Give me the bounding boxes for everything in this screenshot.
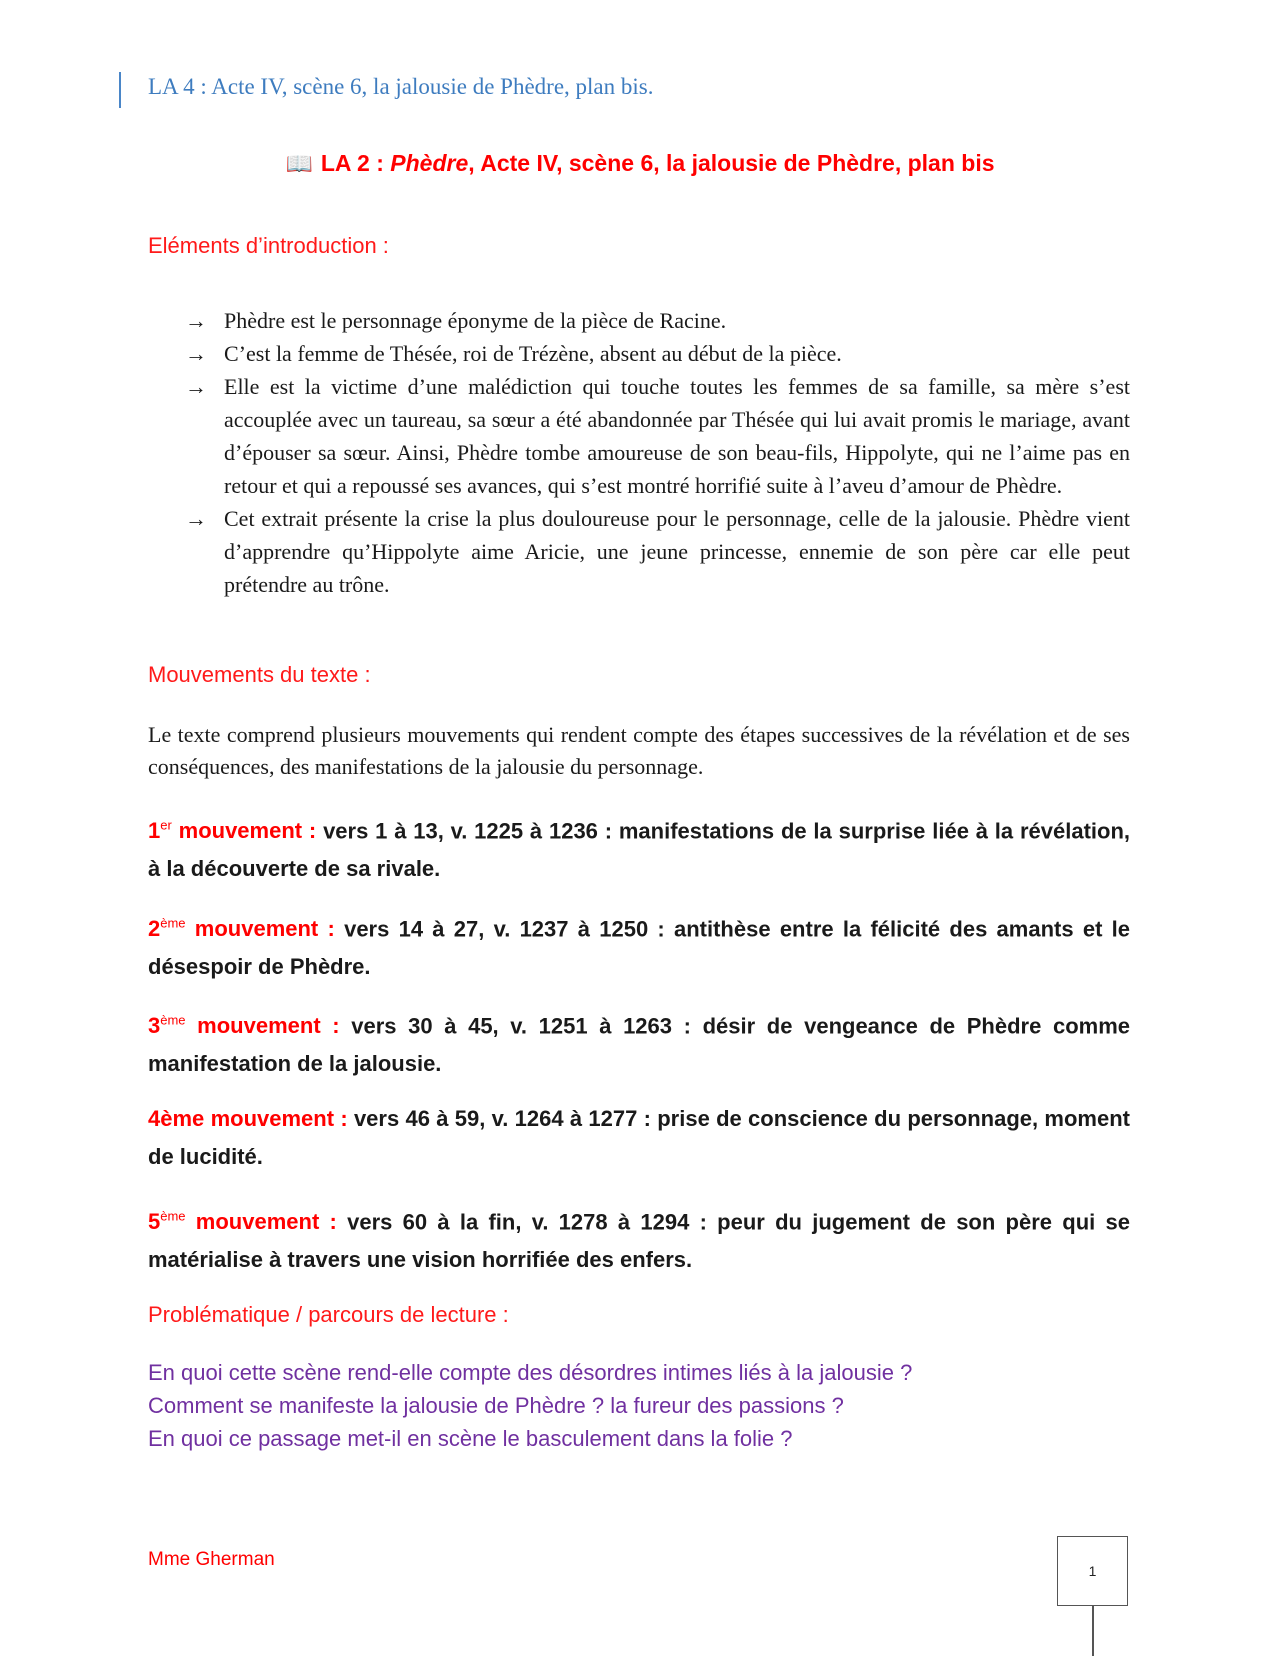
intro-heading: Eléments d’introduction :	[148, 233, 389, 258]
list-item: → C’est la femme de Thésée, roi de Trézène, absent au début de la pièce.	[185, 337, 1130, 370]
question: En quoi ce passage met-il en scène le basculement dans la folie ?	[148, 1426, 793, 1451]
arrow-icon: →	[185, 374, 207, 399]
problematique-questions	[148, 1356, 912, 1455]
arrow-icon: →	[185, 308, 207, 333]
movement-4: 4ème mouvement : vers 46 à 59, v. 1264 à 1277 : prise de conscience du personnage, moment de lucidité.	[148, 1106, 1130, 1169]
movements-heading: Mouvements du texte :	[148, 662, 371, 687]
question: En quoi cette scène rend-elle compte des désordres intimes liés à la jalousie ?	[148, 1360, 913, 1385]
title-prefix: LA 2 :	[320, 150, 391, 176]
arrow-icon: →	[185, 506, 207, 531]
list-item: → Elle est la victime d’une malédiction qui touche toutes les femmes de sa famille, sa mère s’est accouplée avec un taureau, sa sœur a été abandonnée par Thésée qui lui avait promis le mariage, avant d’épouser sa sœur. Ainsi, Phèdre tombe amoureuse de son beau-fils, Hippolyte, qui ne l’aime pas en retour et qui a repoussé ses avances, qui s’est montré horrifié suite à l’aveu d’amour de Phèdre.	[185, 370, 1130, 502]
movement-2: 2ème mouvement : vers 14 à 27, v. 1237 à 1250 : antithèse entre la félicité des amants et le désespoir de Phèdre.	[148, 916, 1130, 980]
problematique-heading: Problématique / parcours de lecture :	[148, 1302, 509, 1327]
movements-intro: Le texte comprend plusieurs mouvements qui rendent compte des étapes successives de la révélation et de ses conséquences, des manifestations de la jalousie du personnage.	[148, 722, 1130, 779]
page-title	[0, 150, 1280, 177]
footer-author: Mme Gherman	[148, 1549, 275, 1570]
list-item: → Cet extrait présente la crise la plus douloureuse pour le personnage, celle de la jalousie. Phèdre vient d’apprendre qu’Hippolyte aime Aricie, une jeune princesse, ennemie de son père car elle peut prétendre au trône.	[185, 502, 1130, 601]
movement-3: 3ème mouvement : vers 30 à 45, v. 1251 à 1263 : désir de vengeance de Phèdre comme manifestation de la jalousie.	[148, 1013, 1131, 1077]
book-icon: 📖	[285, 151, 313, 176]
title-italic: Phèdre	[390, 150, 469, 176]
page-number: 1	[1057, 1536, 1128, 1606]
question: Comment se manifeste la jalousie de Phèdre ? la fureur des passions ?	[148, 1393, 844, 1418]
arrow-icon: →	[185, 341, 207, 366]
movement-1: 1er mouvement : vers 1 à 13, v. 1225 à 1236 : manifestations de la surprise liée à la révélation, à la découverte de sa rivale.	[148, 818, 1130, 882]
title-suffix: , Acte IV, scène 6, la jalousie de Phèdre, plan bis	[468, 150, 995, 176]
page-header: LA 4 : Acte IV, scène 6, la jalousie de Phèdre, plan bis.	[148, 74, 654, 99]
header-rule	[119, 72, 121, 108]
movement-5: 5ème mouvement : vers 60 à la fin, v. 1278 à 1294 : peur du jugement de son père qui se matérialise à travers une vision horrifiée des enfers.	[148, 1209, 1131, 1273]
page-number-rule	[1092, 1606, 1094, 1656]
intro-list	[185, 304, 1130, 601]
list-item: → Phèdre est le personnage éponyme de la pièce de Racine.	[185, 304, 1130, 337]
